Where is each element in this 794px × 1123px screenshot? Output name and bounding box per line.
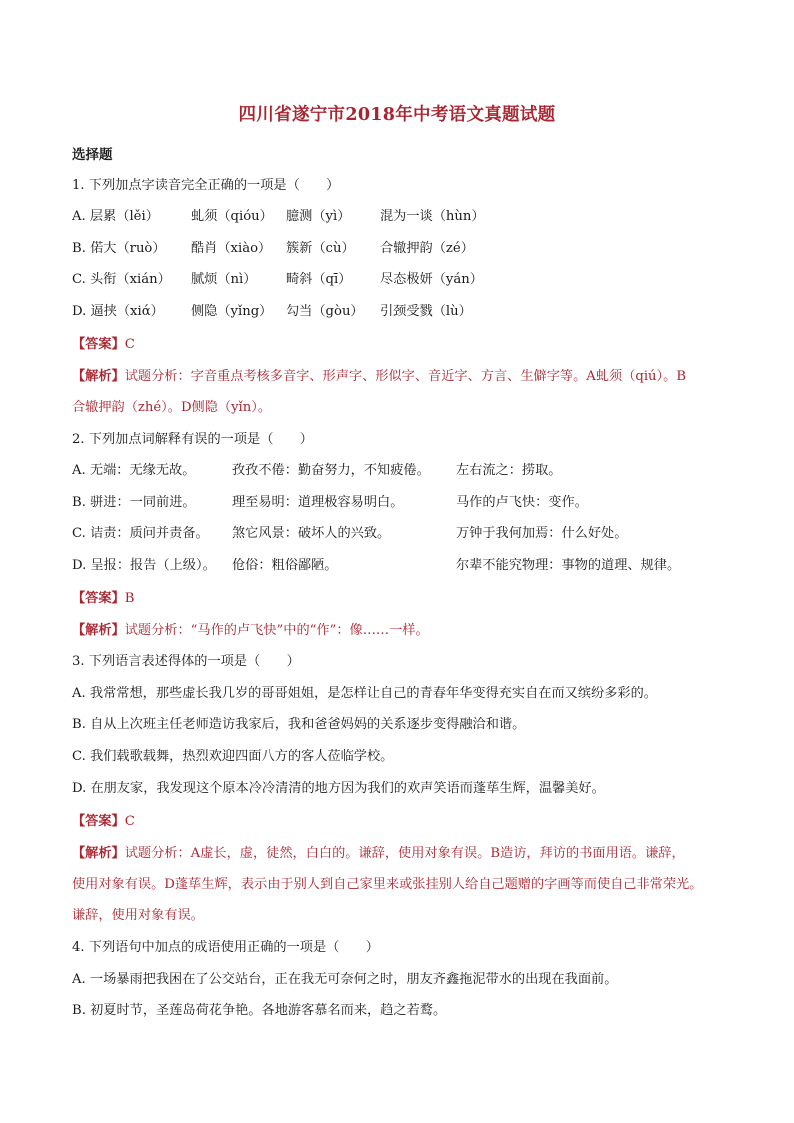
q2-b-2: 理至易明：道理极容易明白。 bbox=[232, 495, 404, 510]
q4-option-b: B. 初夏时节，圣莲岛荷花争艳。各地游客慕名而来，趋之若鹜。 bbox=[72, 1003, 447, 1018]
q1-b-2: 酷肖（xiào） bbox=[191, 241, 272, 256]
q3-answer-line bbox=[72, 812, 135, 832]
q2-d-1: D. 呈报：报告（上级）。 bbox=[72, 558, 216, 573]
q2-option-row-c bbox=[72, 524, 732, 544]
q3-option-c: C. 我们载歌载舞，热烈欢迎四面八方的客人莅临学校。 bbox=[72, 749, 394, 764]
q1-a-4: 混为一谈（hùn） bbox=[380, 209, 485, 224]
q1-analysis-tag: 【解析】 bbox=[72, 369, 125, 384]
q1-d-1: D. 逼挟（xiά） bbox=[72, 304, 164, 319]
q2-option-row-b bbox=[72, 493, 732, 513]
q2-option-row-a bbox=[72, 461, 732, 481]
q2-answer-tag: 【答案】 bbox=[72, 591, 125, 606]
q1-d-3: 勾当（gòu） bbox=[286, 304, 364, 319]
q3-analysis-line-1 bbox=[72, 844, 685, 864]
q3-answer: C bbox=[124, 814, 135, 829]
q1-d-2: 侧隐（yǐng） bbox=[191, 304, 273, 319]
q3-analysis-1: 试题分析：A虚长，虚，徒然，白白的。谦辞，使用对象有误。B造访，拜访的书面用语。谦辞， bbox=[124, 846, 685, 861]
q2-analysis-tag: 【解析】 bbox=[72, 623, 125, 638]
q3-option-b: B. 自从上次班主任老师造访我家后，我和爸爸妈妈的关系逐步变得融洽和谐。 bbox=[72, 717, 526, 732]
q2-a-3: 左右流之：捞取。 bbox=[456, 463, 562, 478]
q1-b-3: 簇新（cù） bbox=[286, 241, 355, 256]
q1-stem: 1. 下列加点字读音完全正确的一项是（ ） bbox=[72, 178, 340, 193]
q1-b-1: B. 偌大（ruò） bbox=[72, 241, 166, 256]
q1-c-2: 腻烦（nì） bbox=[191, 272, 257, 287]
q3-analysis-2: 使用对象有误。D蓬荜生辉，表示由于别人到自己家里来或张挂别人给自己题赠的字画等而使自己非常荣光。 bbox=[72, 877, 703, 892]
section-title: 选择题 bbox=[72, 147, 113, 163]
q2-b-1: B. 骈进：一同前进。 bbox=[72, 495, 196, 510]
page-title: 四川省遂宁市2018年中考语文真题试题 bbox=[238, 105, 556, 125]
q2-c-2: 煞它风景：破坏人的兴致。 bbox=[232, 526, 391, 541]
q1-b-4: 合辙押韵（zé） bbox=[380, 241, 474, 256]
q2-d-3: 尔辈不能究物理：事物的道理、规律。 bbox=[456, 558, 681, 573]
q3-option-a: A. 我常常想，那些虚长我几岁的哥哥姐姐，是怎样让自己的青春年华变得充实自在而又缤纷多彩的。 bbox=[72, 686, 657, 701]
q4-stem: 4. 下列语句中加点的成语使用正确的一项是（ ） bbox=[72, 940, 379, 955]
q1-analysis-2: 合辙押韵（zhé）。D侧隐（yǐn）。 bbox=[72, 400, 272, 415]
q1-d-4: 引颈受戮（lù） bbox=[380, 304, 472, 319]
q3-option-d: D. 在朋友家，我发现这个原本冷冷清清的地方因为我们的欢声笑语而蓬荜生辉，温馨美好。 bbox=[72, 781, 605, 796]
q1-a-3: 臆测（yì） bbox=[286, 209, 351, 224]
q2-c-3: 万钟于我何加焉：什么好处。 bbox=[456, 526, 628, 541]
q1-a-1: A. 层累（lěi） bbox=[72, 209, 159, 224]
q2-analysis-line-1 bbox=[72, 621, 429, 641]
q1-answer-line bbox=[72, 335, 135, 355]
q2-answer-line bbox=[72, 589, 134, 609]
q3-analysis-3: 谦辞，使用对象有误。 bbox=[72, 908, 204, 923]
q2-c-1: C. 诘责：质问并责备。 bbox=[72, 526, 209, 541]
q2-b-3: 马作的卢飞快：变作。 bbox=[456, 495, 588, 510]
q1-option-row-d bbox=[72, 302, 732, 322]
q2-d-2: 伧俗：粗俗鄙陋。 bbox=[232, 558, 338, 573]
q3-analysis-tag: 【解析】 bbox=[72, 846, 125, 861]
q2-answer: B bbox=[124, 591, 135, 606]
q2-option-row-d bbox=[72, 556, 732, 576]
q1-option-row-a bbox=[72, 207, 732, 227]
q1-answer: C bbox=[124, 337, 135, 352]
q1-c-3: 畸斜（qī） bbox=[286, 272, 352, 287]
q1-analysis-line-1 bbox=[72, 367, 686, 387]
q2-stem: 2. 下列加点词解释有误的一项是（ ） bbox=[72, 432, 313, 447]
q1-analysis-1: 试题分析：字音重点考核多音字、形声字、形似字、音近字、方言、生僻字等。A虬须（qiú）。B bbox=[124, 369, 687, 384]
q2-analysis-1: 试题分析：“马作的卢飞快”中的“作”：像……一样。 bbox=[124, 623, 429, 638]
q2-a-1: A. 无端：无缘无故。 bbox=[72, 463, 196, 478]
q1-c-4: 尽态极妍（yán） bbox=[380, 272, 483, 287]
q2-a-2: 孜孜不倦：勤奋努力，不知疲倦。 bbox=[232, 463, 430, 478]
q1-option-row-b bbox=[72, 239, 732, 259]
q3-answer-tag: 【答案】 bbox=[72, 814, 125, 829]
q1-answer-tag: 【答案】 bbox=[72, 337, 125, 352]
q3-stem: 3. 下列语言表述得体的一项是（ ） bbox=[72, 654, 300, 669]
q1-a-2: 虬须（qiόu） bbox=[191, 209, 273, 224]
q1-c-1: C. 头衔（xián） bbox=[72, 272, 171, 287]
q1-option-row-c bbox=[72, 270, 732, 290]
q4-option-a: A. 一场暴雨把我困在了公交站台，正在我无可奈何之时，朋友齐鑫拖泥带水的出现在我面前。 bbox=[72, 972, 618, 987]
